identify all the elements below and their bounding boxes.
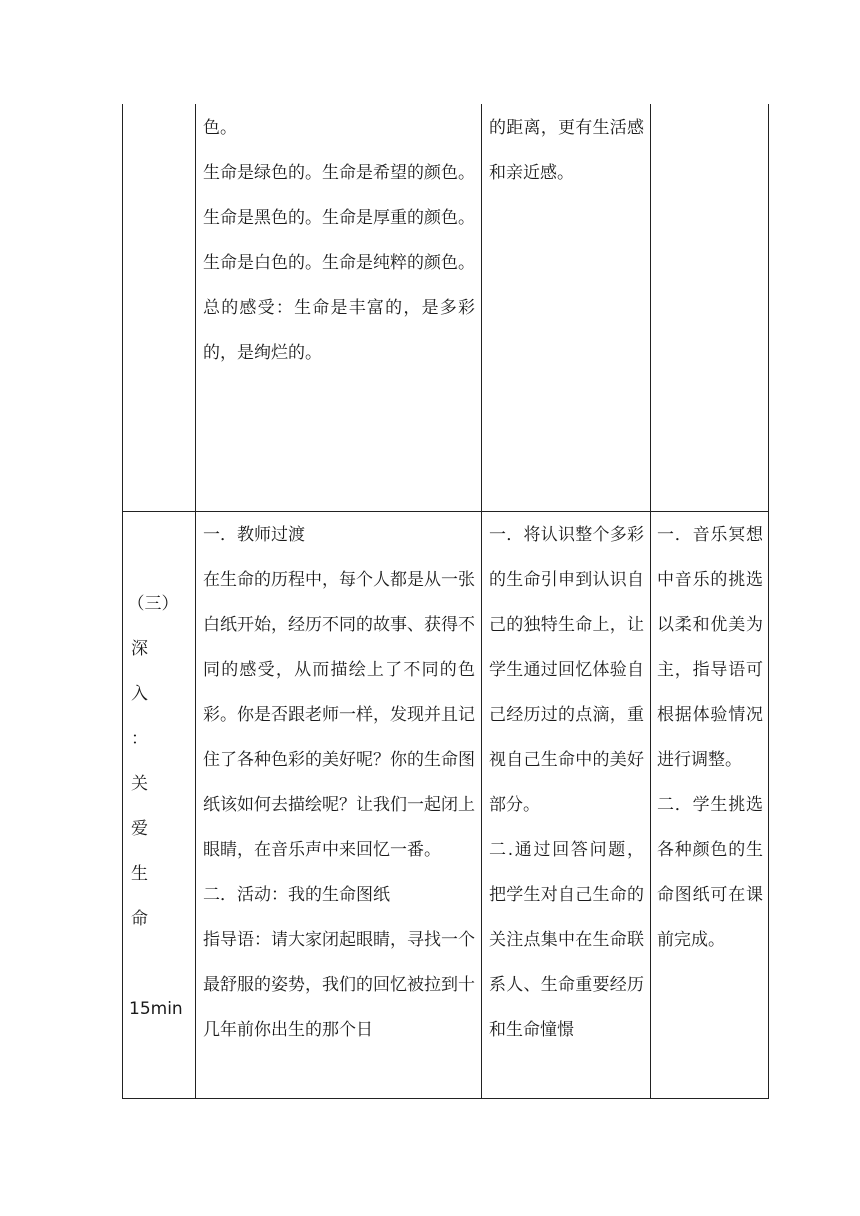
content-line: 生命是黑色的。生命是厚重的颜色。	[203, 208, 475, 228]
content-line: 生命是白色的。生命是纯粹的颜色。	[203, 253, 475, 273]
table-divider-3	[650, 104, 651, 1099]
row2-content-cell	[203, 513, 475, 1053]
content-heading: 二．活动：我的生命图纸	[203, 885, 390, 905]
stage-label: （三）	[127, 594, 179, 614]
stage-char: ：	[131, 729, 148, 749]
table-border-right	[768, 104, 769, 1099]
stage-duration: 15min	[129, 999, 183, 1019]
content-paragraph: 指导语：请大家闭起眼睛，寻找一个最舒服的姿势，我们的回忆被拉到十几年前你出生的那个日	[203, 930, 475, 1040]
intent-paragraph: 一．将认识整个多彩的生命引申到认识自己的独特生命上，让学生通过回忆体验自己经历过的点滴，重视自己生命中的美好部分。	[489, 525, 644, 815]
content-heading: 一．教师过渡	[203, 525, 305, 545]
table-divider-2	[481, 104, 482, 1099]
table-border-bottom	[122, 1098, 769, 1099]
row1-intent-cell	[489, 106, 644, 196]
content-line: 色。	[203, 118, 237, 138]
row2-intent-cell	[489, 513, 644, 1053]
stage-char: 关	[131, 774, 148, 794]
intent-paragraph: 二.通过回答问题，把学生对自己生命的关注点集中在生命联系人、生命重要经历和生命憧憬	[489, 840, 644, 1040]
intent-text: 的距离，更有生活感和亲近感。	[489, 118, 644, 183]
row1-content-cell	[203, 106, 475, 376]
table-divider-1	[195, 104, 196, 1099]
content-line: 生命是绿色的。生命是希望的颜色。	[203, 163, 475, 183]
stage-char: 命	[131, 909, 148, 929]
stage-char: 生	[131, 864, 148, 884]
notes-paragraph: 一．音乐冥想中音乐的挑选以柔和优美为主，指导语可根据体验情况进行调整。	[657, 525, 763, 770]
row2-stage-cell	[125, 582, 191, 1032]
content-line: 总的感受：生命是丰富的，是多彩的，是绚烂的。	[203, 298, 475, 363]
row2-notes-cell	[657, 513, 763, 963]
content-paragraph: 在生命的历程中，每个人都是从一张白纸开始，经历不同的故事、获得不同的感受，从而描绘上了不同的色彩。你是否跟老师一样，发现并且记住了各种色彩的美好呢？你的生命图纸该如何去描绘呢？让我们一起闭上眼睛，在音乐声中来回忆一番。	[203, 570, 475, 860]
stage-char: 深	[131, 639, 148, 659]
notes-paragraph: 二．学生挑选各种颜色的生命图纸可在课前完成。	[657, 795, 763, 950]
table-row-separator	[122, 511, 769, 512]
stage-char: 爱	[131, 819, 148, 839]
stage-char: 入	[131, 684, 148, 704]
